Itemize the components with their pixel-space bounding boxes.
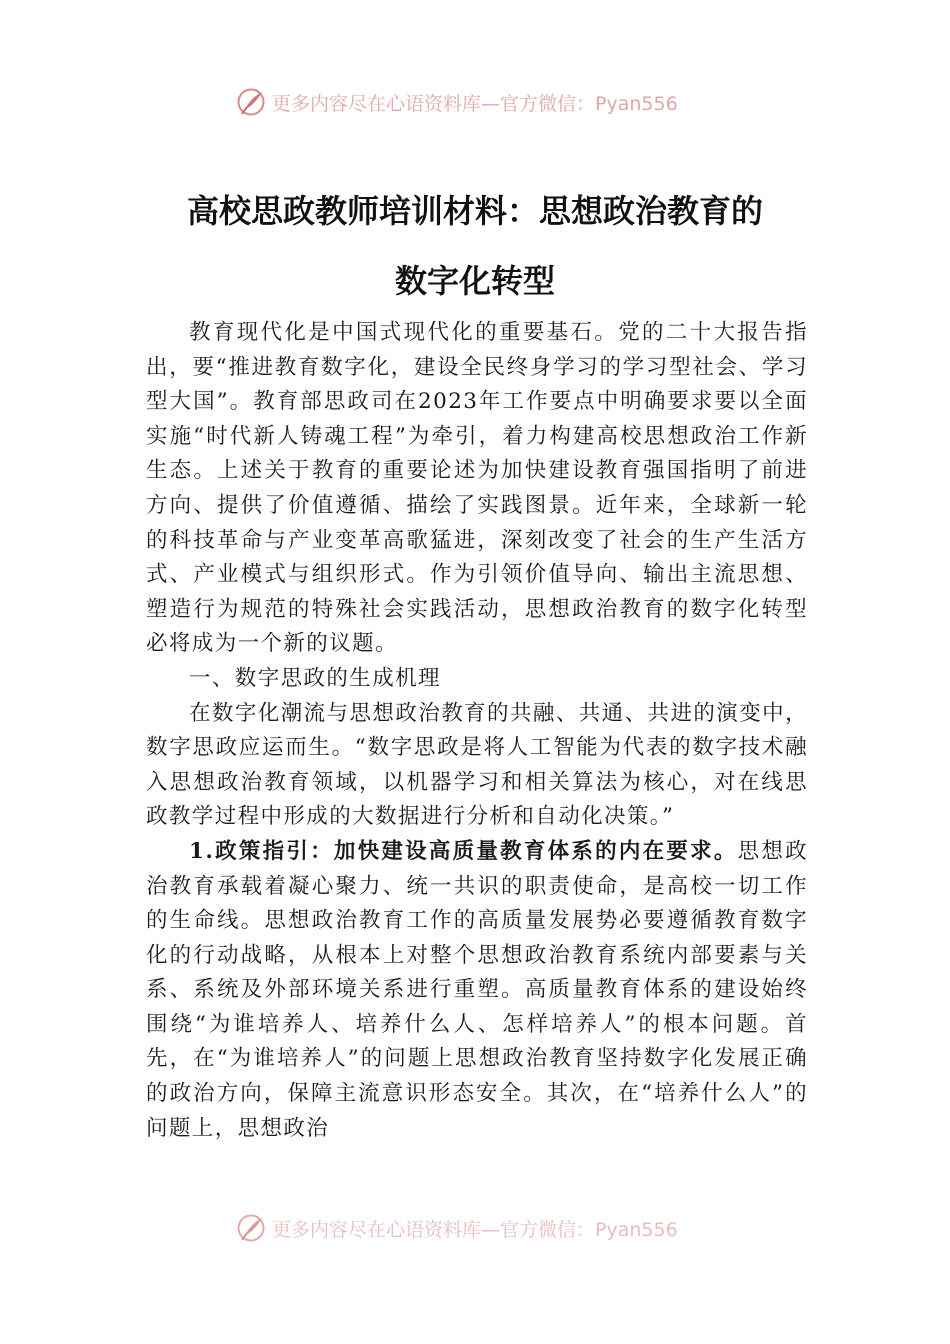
paragraph-lead: 1.政策指引：加快建设高质量教育体系的内在要求。	[189, 838, 738, 864]
footer-watermark-text: 更多内容尽在心语资料库—官方微信：Pyan556	[272, 1218, 678, 1241]
document-title-line2: 数字化转型	[394, 262, 555, 300]
paragraph-policy	[146, 835, 808, 1146]
footer-watermark	[236, 1208, 678, 1248]
paragraph-genesis: 在数字化潮流与思想政治教育的共融、共通、共进的演变中，数字思政应运而生。“数字思政是将人工智能为代表的数字技术融入思想政治教育领域，以机器学习和相关算法为核心，对在线思政教学过程中形成的大数据进行分析和自动化决策。”	[146, 700, 808, 830]
document-title-line1: 高校思政教师培训材料：思想政治教育的	[186, 192, 763, 230]
feather-pen-logo-icon	[236, 1213, 266, 1243]
document-body	[146, 316, 808, 1146]
header-watermark-text: 更多内容尽在心语资料库—官方微信：Pyan556	[272, 92, 678, 115]
section-heading: 一、数字思政的生成机理	[189, 665, 441, 691]
paragraph-policy-body: 思想政治教育承载着凝心聚力、统一共识的职责使命，是高校一切工作的生命线。思想政治教育工作的高质量发展势必要遵循教育数字化的行动战略，从根本上对整个思想政治教育系统内部要素与关系、系统及外部环境关系进行重塑。高质量教育体系的建设始终围绕“为谁培养人、培养什么人、怎样培养人”的根本问题。首先，在“为谁培养人”的问题上思想政治教育坚持数字化发展正确的政治方向，保障主流意识形态安全。其次，在“培养什么人”的问题上，思想政治	[146, 838, 808, 1141]
paragraph-intro: 教育现代化是中国式现代化的重要基石。党的二十大报告指出，要“推进教育数字化，建设全民终身学习的学习型社会、学习型大国”。教育部思政司在2023年工作要点中明确要求要以全面实施“时代新人铸魂工程”为牵引，着力构建高校思想政治工作新生态。上述关于教育的重要论述为加快建设教育强国指明了前进方向、提供了价值遵循、描绘了实践图景。近年来，全球新一轮的科技革命与产业变革高歌猛进，深刻改变了社会的生产生活方式、产业模式与组织形式。作为引领价值导向、输出主流思想、塑造行为规范的特殊社会实践活动，思想政治教育的数字化转型必将成为一个新的议题。	[146, 320, 808, 657]
feather-pen-logo-icon	[236, 87, 266, 117]
header-watermark	[236, 82, 678, 122]
